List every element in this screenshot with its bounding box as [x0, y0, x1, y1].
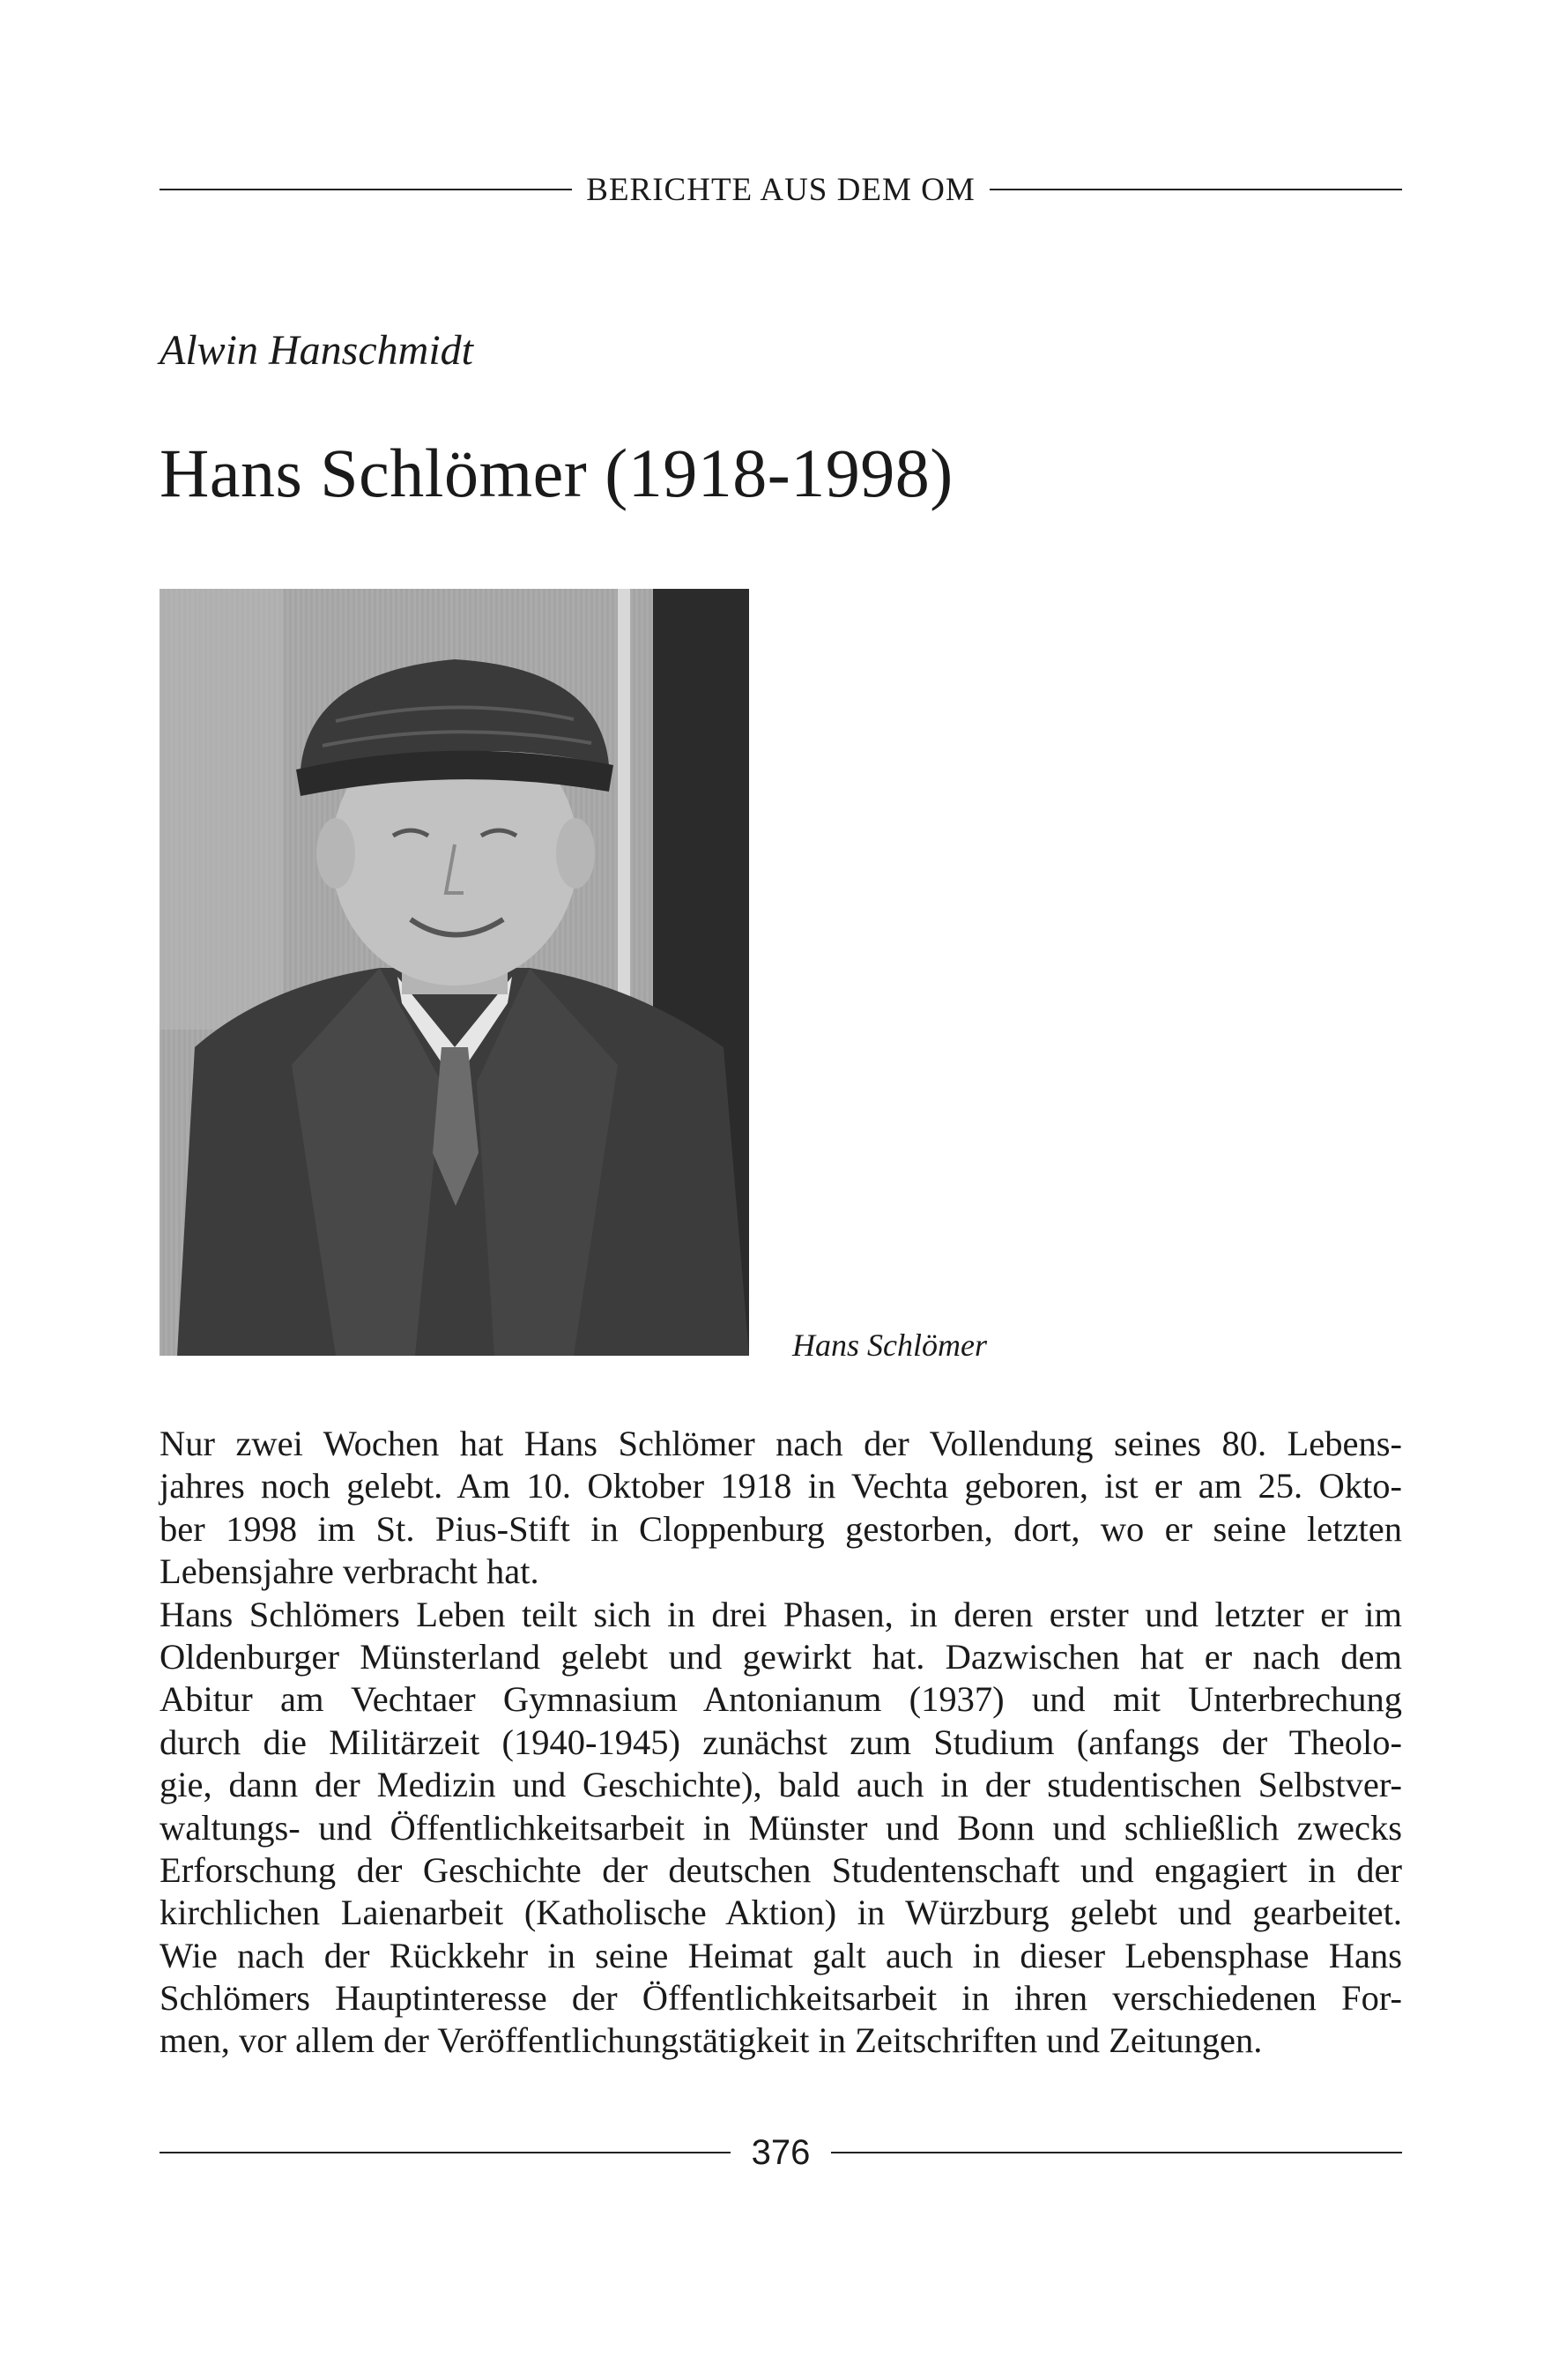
body-line: Schlömers Hauptinteresse der Öffentlichkeitsarbeit in ihren verschiedenen For-: [160, 1978, 1402, 2019]
body-line: Wie nach der Rückkehr in seine Heimat galt auch in dieser Lebensphase Hans: [160, 1935, 1402, 1975]
body-line: Erforschung der Geschichte der deutschen Studentenschaft und engagiert in der: [160, 1849, 1402, 1890]
article-body: [160, 1423, 1402, 2063]
page-footer: [160, 2128, 1402, 2177]
body-line: Nur zwei Wochen hat Hans Schlömer nach der Vollendung seines 80. Lebens-: [160, 1424, 1402, 1463]
header-rule-left: [160, 189, 572, 190]
footer-rule-left: [160, 2152, 731, 2153]
running-header: [160, 167, 1402, 212]
photo-caption: Hans Schlömer: [792, 1328, 987, 1363]
body-line: Oldenburger Münsterland gelebt und gewirkt hat. Dazwischen hat er nach dem: [160, 1636, 1402, 1677]
body-line: jahres noch gelebt. Am 10. Oktober 1918 in Vechta geboren, ist er am 25. Okto-: [160, 1466, 1402, 1506]
portrait-illustration: [160, 589, 749, 1356]
body-line: men, vor allem der Veröffentlichungstätigkeit in Zeitschriften und Zeitungen.: [160, 2020, 1263, 2061]
page-number: 376: [751, 2132, 811, 2172]
body-line: kirchlichen Laienarbeit (Katholische Aktion) in Würzburg gelebt und gearbeitet.: [160, 1893, 1402, 1933]
footer-rule-right: [831, 2152, 1402, 2153]
running-title: BERICHTE AUS DEM OM: [586, 171, 976, 208]
header-rule-right: [990, 189, 1402, 190]
portrait-photo: [160, 589, 749, 1356]
article-title: Hans Schlömer (1918-1998): [160, 435, 954, 511]
body-line: gie, dann der Medizin und Geschichte), bald auch in der studentischen Selbstver-: [160, 1765, 1402, 1805]
body-line: ber 1998 im St. Pius-Stift in Cloppenburg gestorben, dort, wo er seine letzten: [160, 1508, 1402, 1549]
body-line: waltungs- und Öffentlichkeitsarbeit in Münster und Bonn und schließlich zwecks: [160, 1807, 1402, 1848]
body-line: Hans Schlömers Leben teilt sich in drei Phasen, in deren erster und letzter er im: [160, 1594, 1402, 1634]
body-line: Abitur am Vechtaer Gymnasium Antonianum (1937) und mit Unterbrechung: [160, 1679, 1402, 1720]
body-line: durch die Militärzeit (1940-1945) zunächst zum Studium (anfangs der Theolo-: [160, 1722, 1402, 1762]
article-author: Alwin Hanschmidt: [160, 327, 473, 374]
body-line: Lebensjahre verbracht hat.: [160, 1551, 539, 1592]
